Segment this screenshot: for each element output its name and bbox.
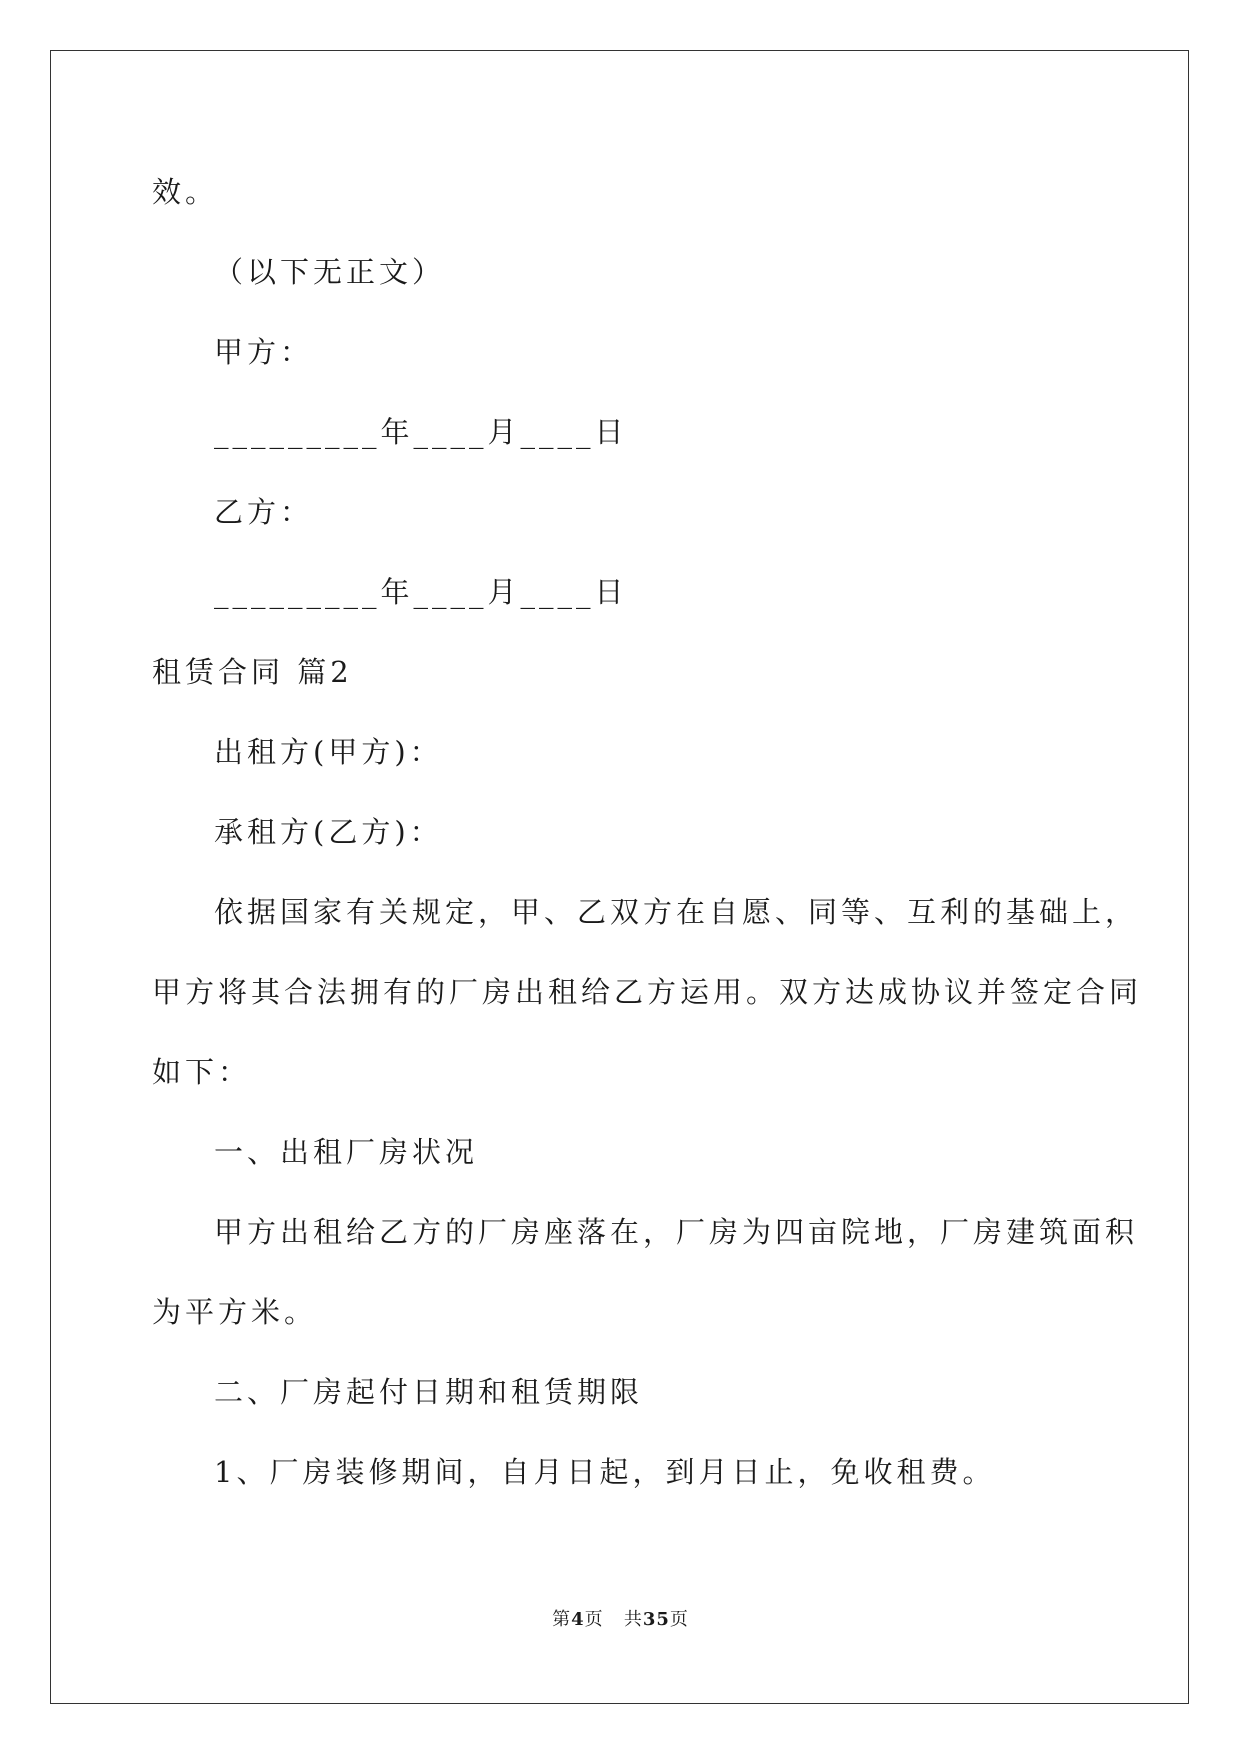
footer-page-word: 页 (584, 1609, 604, 1630)
paragraph-line: 甲方将其合法拥有的厂房出租给乙方运用。双方达成协议并签定合同 (152, 975, 1143, 1009)
total-page-count: 35 (642, 1609, 670, 1630)
party-a-label: 甲方： (214, 335, 314, 369)
text-line: 效。 (152, 175, 219, 209)
footer-prefix: 第 (552, 1609, 572, 1630)
clause-heading: 一、出租厂房状况 (214, 1135, 479, 1169)
footer-total-prefix: 共 (623, 1609, 643, 1630)
clause-heading: 二、厂房起付日期和租赁期限 (214, 1375, 644, 1409)
text-line: （以下无正文） (214, 255, 446, 289)
party-b-label: 乙方： (214, 495, 314, 529)
lessor-label: 出租方(甲方)： (214, 735, 443, 769)
paragraph-line: 为平方米。 (152, 1295, 318, 1329)
paragraph-line: 甲方出租给乙方的厂房座落在，厂房为四亩院地，厂房建筑面积 (214, 1215, 1139, 1249)
current-page-number: 4 (571, 1609, 585, 1630)
footer-total-suffix: 页 (669, 1609, 689, 1630)
party-b-date-line: _________年____月____日 (214, 575, 628, 609)
page-footer (0, 1608, 1241, 1632)
paragraph-line: 如下： (152, 1055, 252, 1089)
party-a-date-line: _________年____月____日 (214, 415, 628, 449)
section-heading: 租赁合同 篇2 (152, 655, 353, 689)
lessee-label: 承租方(乙方)： (214, 815, 443, 849)
paragraph-line: 1、厂房装修期间，自月日起，到月日止，免收租费。 (214, 1455, 996, 1489)
paragraph-line: 依据国家有关规定，甲、乙双方在自愿、同等、互利的基础上， (214, 895, 1139, 929)
